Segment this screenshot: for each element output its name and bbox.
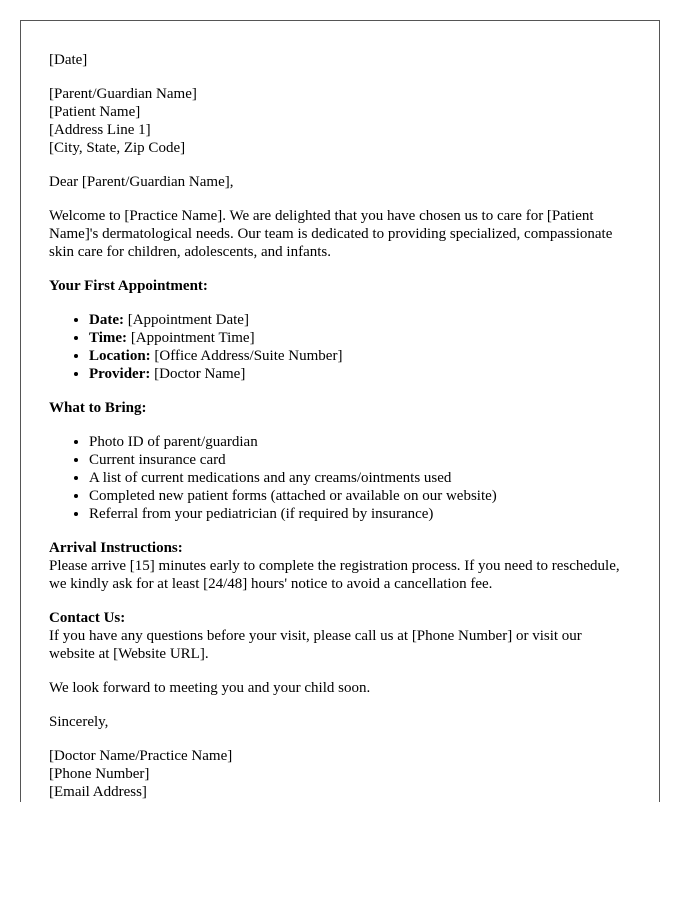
item-label: Location:: [89, 348, 151, 364]
signoff: Sincerely,: [49, 714, 109, 730]
appointment-item-provider: [89, 365, 631, 383]
item-label: Time:: [89, 330, 128, 346]
contact-text: If you have any questions before your visit, please call us at [Phone Number] or visit our website at [Website URL].: [49, 628, 582, 662]
appointment-item-time: [89, 329, 631, 347]
address-line: [City, State, Zip Code]: [49, 140, 186, 156]
appointment-heading: Your First Appointment:: [49, 278, 208, 294]
signature-line: [Doctor Name/Practice Name]: [49, 748, 233, 764]
item-label: Date:: [89, 312, 124, 328]
item-value: [Appointment Time]: [127, 330, 255, 346]
signature-line: [Phone Number]: [49, 766, 150, 782]
bring-heading: What to Bring:: [49, 400, 147, 416]
list-item: • Referral from your pediatrician (if required by insurance): [89, 505, 631, 523]
address-line: [Patient Name]: [49, 104, 141, 120]
appointment-list: [49, 311, 631, 383]
recipient-address: [49, 85, 631, 157]
appointment-item-date: [89, 311, 631, 329]
contact-section: [49, 609, 631, 663]
appointment-item-location: [89, 347, 631, 365]
list-item: • Photo ID of parent/guardian: [89, 433, 631, 451]
list-item: • Current insurance card: [89, 451, 631, 469]
item-value: [Appointment Date]: [123, 312, 249, 328]
letter-document: [20, 20, 660, 802]
list-item: • A list of current medications and any creams/ointments used: [89, 469, 631, 487]
contact-heading: Contact Us:: [49, 610, 126, 626]
arrival-heading: Arrival Instructions:: [49, 540, 183, 556]
address-line: [Address Line 1]: [49, 122, 151, 138]
intro-paragraph: Welcome to [Practice Name]. We are delighted that you have chosen us to care for [Patient Name]'s dermatological needs. Our team is dedicated to providing specialized, compassionate skin care for children, adolescents, and infants.: [49, 208, 613, 260]
signature-block: [49, 747, 631, 801]
bring-list: [49, 433, 631, 523]
closing-note: We look forward to meeting you and your child soon.: [49, 680, 371, 696]
arrival-section: [49, 539, 631, 593]
arrival-text: Please arrive [15] minutes early to complete the registration process. If you need to reschedule, we kindly ask for at least [24/48] hours' notice to avoid a cancellation fee.: [49, 558, 620, 592]
item-label: Provider:: [89, 366, 151, 382]
letter-date: [Date]: [49, 52, 88, 68]
item-value: [Doctor Name]: [150, 366, 246, 382]
signature-line: [Email Address]: [49, 784, 147, 800]
salutation: Dear [Parent/Guardian Name],: [49, 174, 234, 190]
address-line: [Parent/Guardian Name]: [49, 86, 197, 102]
item-value: [Office Address/Suite Number]: [150, 348, 343, 364]
list-item: • Completed new patient forms (attached or available on our website): [89, 487, 631, 505]
